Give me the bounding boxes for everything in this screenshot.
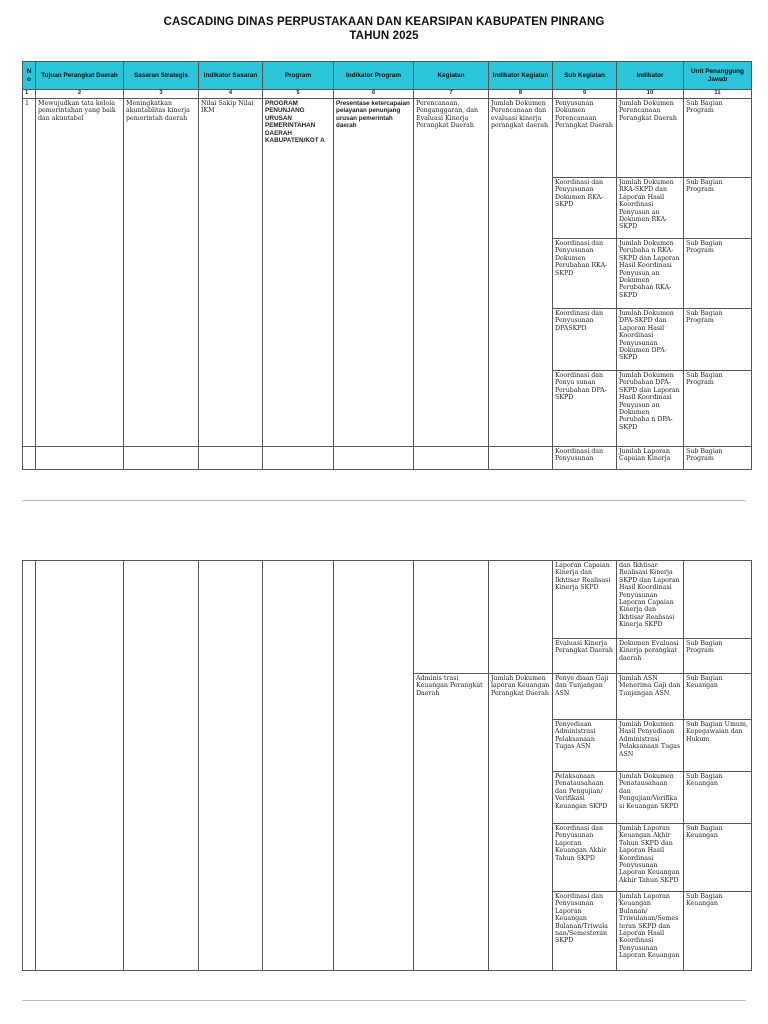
table-row — [23, 99, 752, 178]
cell-indikator: Jumlah Dokumen Perencanaan Perangkat Daerah — [617, 99, 684, 178]
header-indikator: Indikator — [617, 62, 684, 90]
cell-sub-kegiatan: Evaluasi Kinerja Perangkat Daerah — [553, 639, 617, 674]
cell-unit: Sub Bagian Program — [684, 99, 752, 178]
cell-empty — [489, 447, 553, 470]
cell-indikator: Jumlah Dokumen Hasil Penyediaan Administrasi Pelaksanaan Tugas ASN — [617, 720, 684, 772]
page-divider — [22, 500, 746, 501]
cell-indikator: Jumlah Dokumen Penatausahaan dan Pengujian/Verifika si Keuangan SKPD — [617, 772, 684, 824]
cell-sasaran: Meningkatkan akuntablitas kinerja pemerintah daerah — [124, 99, 199, 447]
cell-indikator: dan Ikhtisar Realisasi Kinerja SKPD dan Laporan Hasil Koordinasi Penyusunan Laporan Capaian Kinerja dan Ikhtisar Realisasi Kinerja SKPD — [617, 561, 684, 639]
cell-empty — [414, 447, 489, 470]
cell-empty — [36, 447, 124, 470]
cell-indikator: Jumlah Dokumen RKA-SKPD dan Laporan Hasil Koordinasi Penyusun an Dokumen RKA-SKPD — [617, 178, 684, 239]
header-kegiatan: Kegiatan — [414, 62, 489, 90]
cell-unit: Sub Bagian Program — [684, 239, 752, 309]
table-row — [23, 447, 752, 470]
col-number: 2 — [36, 90, 124, 99]
cell-no: 1 — [23, 99, 36, 447]
cell-tujuan: Mewujudkan tata kelola pemerintahan yang baik dan akuntabel — [36, 99, 124, 447]
cell-sub-kegiatan: Koordinasi dan Penyu sunan Perubahan DPA-SKPD — [553, 371, 617, 447]
table-row — [23, 561, 752, 639]
cell-unit: Sub Bagian Program — [684, 309, 752, 371]
table-header-row — [23, 62, 752, 90]
cell-indikator: Jumlah Dokumen Perubaha n RKA-SKPD dan Laporan Hasil Koordinasi Penyusun an Dokumen Perubahan RKA-SKPD — [617, 239, 684, 309]
cell-sub-kegiatan: Penyediaan Administrasi Pelaksanaan Tugas ASN — [553, 720, 617, 772]
cell-empty — [199, 447, 263, 470]
cell-indikator: Jumlah Dokumen DPA-SKPD dan Laporan Hasil Koordinasi Penyusunan Dokumen DPA-SKPD — [617, 309, 684, 371]
col-number: 11 — [684, 90, 752, 99]
col-number: 10 — [617, 90, 684, 99]
cell-kegiatan: Adminis trasi Keuangan Perangkat Daerah — [414, 674, 489, 971]
cell-empty — [263, 561, 334, 971]
cell-unit: Sub Bagian Umum, Kepegawaian dan Hukum — [684, 720, 752, 772]
document-year: TAHUN 2025 — [349, 30, 419, 42]
cell-unit: Sub Bagian Program — [684, 447, 752, 470]
header-indikator-program: Indikator Program — [334, 62, 414, 90]
cell-empty — [489, 561, 553, 674]
header-sub-kegiatan: Sub Kegiatan — [553, 62, 617, 90]
cell-empty — [23, 561, 36, 971]
col-number: 9 — [553, 90, 617, 99]
cell-sub-kegiatan: Koordinasi dan Penyusunan Dokumen RKA-SKPD — [553, 178, 617, 239]
cell-unit: Sub Bagian Keuangan — [684, 824, 752, 892]
col-number: 6 — [334, 90, 414, 99]
cell-sub-kegiatan: Penye diaan Gaji dan Tunjangan ASN — [553, 674, 617, 720]
cell-sub-kegiatan: Pelaksanaan Penatausahaan dan Pengujian/ Verifikasi Keuangan SKPD — [553, 772, 617, 824]
cell-sub-kegiatan: Koordinasi dan Penyusunan Laporan Keuangan Bulanan/Triwula nan/Semesteran SKPD — [553, 892, 617, 971]
col-number: 4 — [199, 90, 263, 99]
cell-unit: Sub Bagian Program — [684, 639, 752, 674]
cell-empty — [334, 561, 414, 971]
cell-sub-kegiatan: Koordinasi dan Penyusunan Laporan Keuangan Akhir Tahun SKPD — [553, 824, 617, 892]
cell-empty — [23, 447, 36, 470]
cell-indikator: Jumlah Dokumen Perubahan DPA-SKPD dan Laporan Hasil Koordinasi Penyusun an Dokumen Perubaha n DPA-SKPD — [617, 371, 684, 447]
cell-empty — [199, 561, 263, 971]
header-indikator-kegiatan: Indikator Kegiatan — [489, 62, 553, 90]
page-divider — [22, 1000, 746, 1001]
header-no: N o — [23, 62, 36, 90]
header-sasaran: Sasaran Strategis — [124, 62, 199, 90]
cell-empty — [124, 447, 199, 470]
cell-empty — [36, 561, 124, 971]
col-number: 5 — [263, 90, 334, 99]
cell-unit: Sub Bagian Keuangan — [684, 674, 752, 720]
cell-indikator-kegiatan: Jumlah Dokumen Perencanaan dan evaluasi kinerja perangkat daerah — [489, 99, 553, 447]
cell-unit: Sub Bagian Keuangan — [684, 772, 752, 824]
cell-indikator: Jumlah Laporan Capaian Kinerja — [617, 447, 684, 470]
cell-sub-kegiatan: Koordinasi dan Penyusunan Dokumen Perubahan RKA-SKPD — [553, 239, 617, 309]
col-number: 3 — [124, 90, 199, 99]
cell-indikator: Jumlah Laporan Keuangan Akhir Tahun SKPD dan Laporan Hasil Koordinasi Penyusunan Laporan Keuangan Akhir Tahun SKPD — [617, 824, 684, 892]
cell-empty — [414, 561, 489, 674]
cell-unit: Sub Bagian Program — [684, 178, 752, 239]
column-number-row — [23, 90, 752, 99]
header-tujuan: Tujuan Perangkat Daerah — [36, 62, 124, 90]
col-number: 8 — [489, 90, 553, 99]
cell-kegiatan: Perencanaan, Penganggaran, dan Evaluasi Kinerja Perangkat Daerah — [414, 99, 489, 447]
cell-empty — [124, 561, 199, 971]
document-title: CASCADING DINAS PERPUSTAKAAN DAN KEARSIPAN KABUPATEN PINRANG — [163, 16, 605, 28]
cell-unit: Sub Bagian Program — [684, 371, 752, 447]
cell-indikator: Jumlah Laporan Keuangan Bulanan/ Triwulanan/Semes teran SKPD dan Laporan Hasil Koordinasi Penyusunan Laporan Keuangan — [617, 892, 684, 971]
cell-sub-kegiatan: Koordinasi dan Penyusunan — [553, 447, 617, 470]
cell-sub-kegiatan: Koordinasi dan Penyusunan DPASKPD — [553, 309, 617, 371]
col-number: 1 — [23, 90, 36, 99]
cell-indikator-program: Presentase ketercapaian pelayanan penunjang urusan pemerintah daerah — [334, 99, 414, 447]
cell-indikator: Dokumen Evaluasi Kinerja perangkat daerah — [617, 639, 684, 674]
cell-sub-kegiatan: Penyusunan Dokumen Perencanaan Perangkat Daerah — [553, 99, 617, 178]
cell-sub-kegiatan: Laporan Capaian Kinerja dan Ikhtisar Realisasi Kinerja SKPD — [553, 561, 617, 639]
header-unit: Unit Penanggung Jawab — [684, 62, 752, 90]
cascading-table-page1 — [22, 61, 752, 470]
cell-program: PROGRAM PENUNJANG URUSAN PEMERINTAHAN DAERAH KABUPATEN/KOT A — [263, 99, 334, 447]
cell-unit: Sub Bagian Keuangan — [684, 892, 752, 971]
cell-indikator-kegiatan: Jumlah Dokumen laporan Keuangan Perangkat Daerah — [489, 674, 553, 971]
cell-indikator: Jumlah ASN Menerima Gaji dan Tunjangan ASN — [617, 674, 684, 720]
header-indikator-sasaran: Indikator Sasaran — [199, 62, 263, 90]
cell-empty — [334, 447, 414, 470]
header-program: Program — [263, 62, 334, 90]
cell-unit — [684, 561, 752, 639]
cell-empty — [263, 447, 334, 470]
col-number: 7 — [414, 90, 489, 99]
cell-indikator-sasaran: Nilai Sakip Nilai IKM — [199, 99, 263, 447]
cascading-table-page2 — [22, 560, 752, 971]
